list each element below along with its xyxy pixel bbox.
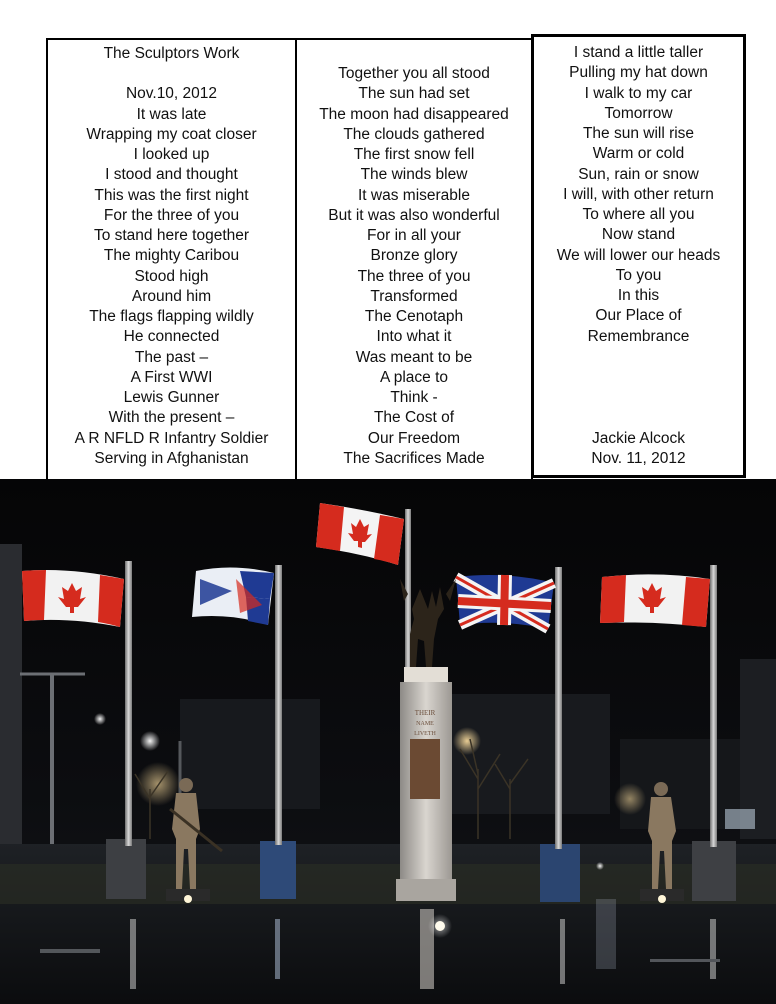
- poem-line: Now stand: [601, 226, 676, 244]
- poem-line: For in all your: [367, 227, 461, 244]
- poem-line: I stood and thought: [105, 166, 238, 184]
- poem-line: The three of you: [357, 267, 471, 285]
- poem-line: Transformed: [370, 287, 458, 305]
- poem-line: Tomorrow: [604, 104, 673, 122]
- poem-line: The Cenotaph: [364, 308, 464, 325]
- poem-line: In this: [617, 287, 660, 304]
- poem-line: It was miserable: [358, 186, 470, 204]
- signed-date: Nov. 11, 2012: [591, 450, 686, 467]
- poem-line: Our Freedom: [367, 429, 461, 447]
- poem-line: Remembrance: [587, 327, 690, 345]
- poem-line: The first snow fell: [353, 146, 475, 163]
- poem-line: The clouds gathered: [343, 125, 485, 143]
- poem-line: The sun had set: [358, 85, 470, 103]
- plaque-text-line-2: NAME: [416, 721, 434, 727]
- poem-line: But it was also wonderful: [328, 206, 500, 224]
- poem-line: Warm or cold: [592, 145, 685, 163]
- poem-line: He connected: [123, 328, 220, 346]
- poem-line: The Cost of: [373, 409, 455, 427]
- poem-line: To where all you: [582, 206, 695, 223]
- poem-column-3: [531, 34, 746, 478]
- poem-line: Think -: [390, 389, 438, 406]
- poem-line: Pulling my hat down: [569, 64, 708, 82]
- poem-column-2: [295, 38, 533, 481]
- poem-line: Into what it: [376, 328, 452, 346]
- poem-line: For the three of you: [103, 206, 240, 224]
- canada-flag-right: [600, 574, 710, 627]
- poem-line: A R NFLD R Infantry Soldier: [74, 429, 269, 447]
- canada-flag-left: [22, 570, 124, 627]
- poem-title: The Sculptors Work: [103, 45, 240, 62]
- poem-line: The moon had disappeared: [319, 105, 509, 123]
- poem-line: The flags flapping wildly: [89, 308, 254, 325]
- poem-date: Nov.10, 2012: [125, 85, 218, 103]
- poem-line: The past –: [134, 348, 209, 366]
- poem-line: I looked up: [133, 146, 210, 163]
- poem-line: A First WWI: [130, 368, 213, 386]
- poem-line: I walk to my car: [584, 84, 693, 102]
- poem-line: The mighty Caribou: [103, 247, 240, 265]
- poem-line: It was late: [136, 105, 207, 123]
- memorial-night-photo: [0, 479, 776, 1004]
- poem-line: To you: [615, 266, 662, 284]
- poem-line: We will lower our heads: [556, 246, 721, 264]
- poem-line: Wrapping my coat closer: [86, 125, 257, 143]
- bronze-plaque: [410, 739, 440, 799]
- poem-column-1: [46, 38, 297, 481]
- plaque-text-line-3: LIVETH: [414, 731, 436, 737]
- poem-line: The Sacrifices Made: [343, 449, 485, 467]
- poem-line: A place to: [379, 368, 449, 386]
- poem-line: Together you all stood: [338, 65, 490, 82]
- poem-line: To stand here together: [93, 227, 250, 244]
- poem-line: Was meant to be: [355, 348, 473, 366]
- poem-line: I stand a little taller: [573, 44, 704, 61]
- poem-line: Serving in Afghanistan: [94, 449, 249, 467]
- poem-line: Sun, rain or snow: [578, 165, 699, 183]
- cenotaph: [396, 667, 456, 901]
- author-name: Jackie Alcock: [591, 429, 686, 447]
- poem-line: I will, with other return: [563, 185, 714, 203]
- poem-line: Lewis Gunner: [123, 389, 220, 406]
- poem-line: Bronze glory: [370, 247, 458, 265]
- poem-line: The sun will rise: [582, 125, 695, 142]
- poem-line: Stood high: [134, 267, 209, 285]
- poem-line: This was the first night: [94, 186, 249, 204]
- poem-line: Around him: [131, 287, 212, 305]
- poem-line: With the present –: [108, 409, 235, 427]
- plaque-text-line-1: THEIR: [414, 709, 436, 717]
- poem-line: The winds blew: [360, 166, 468, 184]
- union-jack-flag: [456, 575, 554, 629]
- poem-line: Our Place of: [595, 307, 682, 325]
